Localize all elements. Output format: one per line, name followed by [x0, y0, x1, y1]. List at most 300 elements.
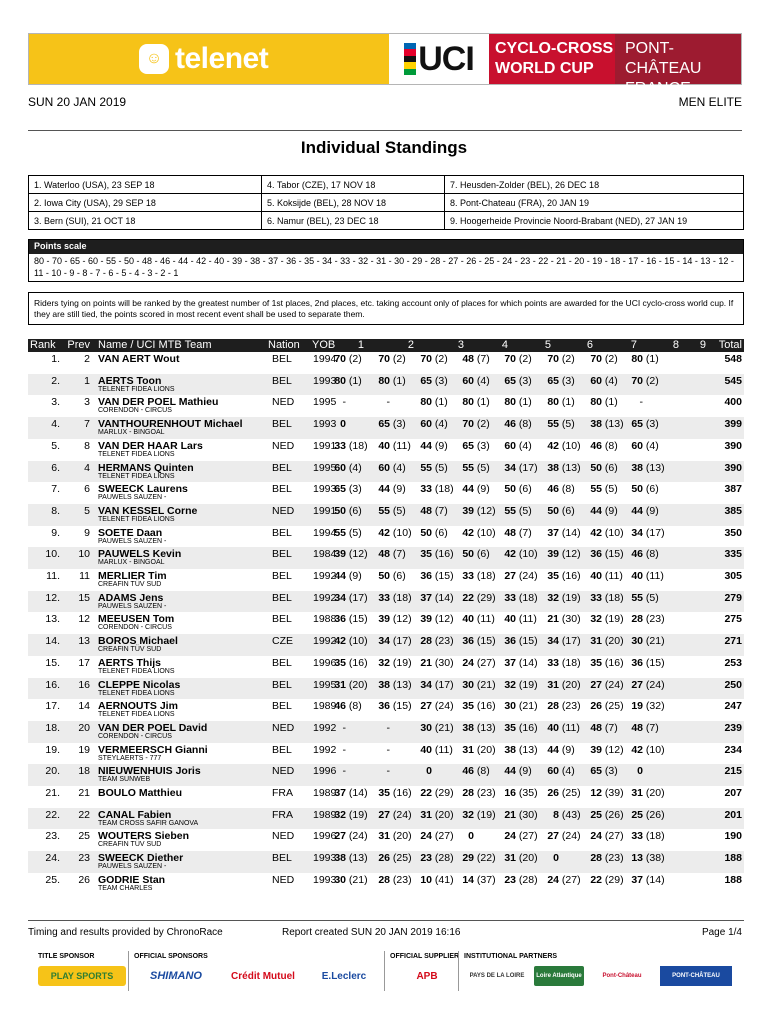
team-name: TELENET FIDEA LIONS — [98, 450, 175, 458]
event-points: 33 — [462, 570, 474, 582]
event-points: 21 — [420, 656, 432, 669]
event-place: (27) — [604, 830, 624, 843]
event-place: (20) — [645, 787, 665, 799]
rider-name: GODRIE Stan — [98, 873, 166, 886]
event-result — [334, 353, 378, 365]
event-result — [547, 548, 591, 560]
event-place: (12) — [476, 504, 496, 517]
event-place: (7) — [476, 353, 490, 365]
nation: BEL — [272, 353, 292, 365]
event-place: (5) — [604, 483, 618, 496]
event-points: - — [386, 743, 390, 756]
event-points: 60 — [462, 374, 474, 387]
event-result — [504, 613, 548, 625]
event-points: 80 — [462, 396, 474, 409]
event-result — [378, 635, 422, 647]
event-place: (8) — [645, 548, 659, 561]
event-place: (20) — [561, 678, 581, 691]
event-cell: 1. Waterloo (USA), 23 SEP 18 — [29, 176, 262, 194]
event-points: 34 — [378, 635, 390, 648]
event-result — [378, 505, 422, 517]
event-place: (12) — [561, 548, 581, 561]
rider-name: SWEECK Laurens — [98, 483, 188, 496]
nation: BEL — [272, 526, 292, 539]
year-of-birth: 1994 — [313, 353, 337, 365]
event-points: 0 — [468, 830, 474, 843]
event-points: 38 — [378, 678, 390, 691]
event-place: (10) — [476, 526, 496, 539]
event-points: - — [342, 743, 346, 756]
table-row — [28, 699, 744, 721]
event-result — [378, 679, 422, 691]
event-place: (16) — [434, 548, 454, 561]
rank: 8. — [51, 504, 60, 517]
event-place: (13) — [645, 461, 665, 474]
event-result — [462, 809, 506, 821]
event-points: 26 — [590, 700, 602, 713]
year-of-birth: 1995 — [313, 396, 337, 409]
loire-atlantique-logo: Loire Atlantique — [534, 966, 584, 986]
event-result — [420, 527, 464, 539]
event-result — [547, 809, 591, 821]
event-points: 48 — [504, 526, 516, 539]
event-result — [420, 375, 464, 387]
event-place: (25) — [561, 787, 581, 799]
year-of-birth: 1992 — [313, 743, 337, 756]
event-points: 37 — [504, 656, 516, 669]
event-points: 36 — [462, 635, 474, 648]
event-place: (18) — [604, 591, 624, 604]
event-result — [590, 418, 634, 430]
rank: 18. — [45, 721, 60, 734]
event-place: (20) — [348, 678, 368, 691]
event-points: 24 — [420, 830, 432, 843]
rider-name: VERMEERSCH Gianni — [98, 743, 208, 756]
event-points: 0 — [553, 852, 559, 865]
event-place: (5) — [392, 504, 406, 517]
year-of-birth: 1994 — [313, 526, 337, 539]
event-result — [462, 635, 506, 647]
event-place: (1) — [392, 374, 406, 387]
event-points: 40 — [420, 743, 432, 756]
previous-rank: 3 — [84, 396, 90, 409]
rider-name: MEEUSEN Tom — [98, 613, 175, 626]
event-result — [547, 592, 591, 604]
event-points: 33 — [504, 591, 516, 604]
event-place: (18) — [518, 591, 538, 604]
team-name: CORENDON - CIRCUS — [98, 624, 172, 632]
event-result — [462, 700, 506, 712]
event-place: (13) — [604, 418, 624, 431]
event-result — [420, 592, 464, 604]
event-place: (3) — [645, 418, 659, 431]
event-result — [631, 613, 675, 625]
event-place: (13) — [518, 743, 538, 756]
event-points: 38 — [590, 418, 602, 431]
event-result — [504, 679, 548, 691]
event-result — [378, 375, 422, 387]
event-result — [547, 418, 591, 430]
event-result — [334, 440, 378, 452]
event-place: (16) — [348, 656, 368, 669]
event-points: 60 — [547, 765, 559, 778]
event-points: 44 — [590, 504, 602, 517]
event-points: 28 — [462, 787, 474, 799]
event-place: (4) — [518, 439, 532, 452]
play-sports-logo: PLAY SPORTS — [38, 966, 126, 986]
event-result — [631, 375, 675, 387]
column-header: Prev — [67, 339, 90, 351]
event-points: 38 — [504, 743, 516, 756]
table-row — [28, 591, 744, 613]
series-name: CYCLO-CROSS WORLD CUP — [489, 34, 615, 84]
event-place: (2) — [476, 418, 490, 431]
event-result — [420, 787, 464, 799]
total-points: 215 — [724, 765, 742, 778]
event-points: 23 — [504, 873, 516, 886]
event-place: (4) — [392, 461, 406, 474]
event-place: (11) — [392, 439, 411, 452]
event-result — [590, 462, 634, 474]
event-points: 25 — [590, 808, 602, 821]
event-place: (23) — [434, 635, 454, 648]
event-result — [590, 679, 634, 691]
event-result — [547, 375, 591, 387]
event-result — [547, 744, 591, 756]
rank: 24. — [45, 852, 60, 865]
standings-header — [28, 339, 744, 352]
event-result — [334, 635, 378, 647]
official-supplier-label: OFFICIAL SUPPLIER — [390, 953, 460, 960]
event-place: (23) — [604, 852, 624, 865]
event-place: (6) — [392, 570, 406, 582]
event-result — [420, 505, 464, 517]
year-of-birth: 1996 — [313, 656, 337, 669]
event-result — [590, 592, 634, 604]
event-place: (14) — [645, 873, 665, 886]
event-place: (18) — [476, 570, 496, 582]
event-points: 36 — [334, 613, 346, 626]
total-points: 390 — [724, 439, 742, 452]
event-result — [334, 396, 378, 408]
event-place: (18) — [645, 830, 665, 843]
event-points: 30 — [334, 873, 346, 886]
year-of-birth: 1993 — [313, 374, 337, 387]
event-points: 21 — [547, 613, 559, 626]
event-points: 70 — [334, 353, 346, 365]
event-result — [547, 874, 591, 886]
event-result — [334, 505, 378, 517]
previous-rank: 8 — [84, 439, 90, 452]
event-result — [631, 440, 675, 452]
year-of-birth: 1989 — [313, 787, 337, 799]
event-points: 35 — [590, 656, 602, 669]
event-points: 24 — [547, 873, 559, 886]
nation: NED — [272, 396, 295, 409]
event-result — [378, 353, 422, 365]
total-points: 335 — [724, 548, 742, 561]
event-place: (24) — [434, 700, 454, 713]
event-result — [631, 353, 675, 365]
event-points: 55 — [334, 526, 346, 539]
event-place: (16) — [604, 656, 624, 669]
table-row — [28, 612, 744, 634]
nation: BEL — [272, 743, 292, 756]
event-place: (6) — [604, 461, 618, 474]
event-result — [420, 440, 464, 452]
event-place: (2) — [518, 353, 532, 365]
event-place: (1) — [561, 396, 575, 409]
previous-rank: 23 — [78, 852, 90, 865]
event-points: 24 — [504, 830, 516, 843]
event-place: (41) — [434, 873, 454, 886]
event-result — [334, 700, 378, 712]
pays-de-la-loire-logo: PAYS DE LA LOIRE — [469, 973, 525, 979]
event-place: (19) — [348, 808, 368, 821]
event-place: (7) — [518, 526, 532, 539]
event-points: 22 — [420, 787, 432, 799]
event-result — [462, 657, 506, 669]
column-header: 5 — [544, 339, 551, 351]
event-result — [334, 787, 378, 799]
column-header: 8 — [672, 339, 679, 351]
event-result — [420, 874, 464, 886]
event-place: (7) — [392, 548, 406, 561]
event-place: (8) — [604, 439, 618, 452]
event-place: (16) — [476, 700, 496, 713]
column-header: 4 — [501, 339, 508, 351]
event-place: (10) — [348, 635, 368, 648]
rank: 16. — [45, 678, 60, 691]
total-points: 387 — [724, 483, 742, 496]
event-points: 36 — [378, 700, 390, 713]
nation: BEL — [272, 700, 292, 713]
previous-rank: 17 — [78, 656, 90, 669]
event-result — [420, 657, 464, 669]
event-result — [504, 657, 548, 669]
column-header: 2 — [407, 339, 414, 351]
event-points: 80 — [420, 396, 432, 409]
event-result — [504, 418, 548, 430]
event-points: 8 — [553, 808, 559, 821]
event-result — [462, 592, 506, 604]
event-points: 60 — [334, 461, 346, 474]
event-points: 27 — [590, 678, 602, 691]
shimano-logo: SHIMANO — [150, 970, 202, 982]
event-points: 35 — [504, 721, 516, 734]
event-place: (19) — [476, 808, 496, 821]
total-points: 350 — [724, 526, 742, 539]
event-points: 13 — [631, 852, 643, 865]
event-place: (12) — [434, 613, 454, 626]
table-row — [28, 417, 744, 439]
event-place: (11) — [645, 570, 664, 582]
event-result — [462, 396, 506, 408]
total-points: 201 — [724, 808, 742, 821]
event-place: (4) — [645, 439, 659, 452]
points-scale-values: 80 - 70 - 65 - 60 - 55 - 50 - 48 - 46 - 44 - 42 - 40 - 39 - 38 - 37 - 36 - 35 - 34 - 33 - 32 - 31 - 30 - 29 - 28 - 27 - 26 - 25 - 24 - 23 - 22 - 21 - 20 - 19 - 18 - 17 - 16 - 15 - 14 - 13 - 12 - 11 - 10 - 9 - 8 - 7 - 6 - 5 - 4 - 3 - 2 - 1 — [34, 256, 734, 278]
rank: 19. — [45, 743, 60, 756]
uci-logo: UCI — [389, 34, 489, 84]
event-result — [462, 613, 506, 625]
event-result — [420, 765, 464, 777]
event-place: (24) — [392, 808, 412, 821]
event-points: 12 — [590, 787, 602, 799]
event-place: (9) — [476, 483, 490, 496]
event-place: (21) — [518, 700, 538, 713]
event-points: 60 — [590, 374, 602, 387]
event-result — [631, 787, 675, 799]
event-cell: 9. Hoogerheide Provincie Noord-Brabant (NED), 27 JAN 19 — [445, 212, 744, 230]
event-result — [420, 679, 464, 691]
team-name: TELENET FIDEA LIONS — [98, 385, 175, 393]
event-result — [504, 765, 548, 777]
event-result — [334, 809, 378, 821]
event-points: 34 — [631, 526, 643, 539]
nation: BEL — [272, 591, 292, 604]
event-result — [420, 418, 464, 430]
event-place: (9) — [604, 504, 618, 517]
event-result — [378, 700, 422, 712]
team-name: TEAM CROSS SAFIR GANOVA — [98, 819, 199, 827]
team-name: TEAM SUNWEB — [98, 776, 151, 784]
event-result — [631, 635, 675, 647]
event-points: 60 — [631, 439, 643, 452]
event-points: 46 — [547, 483, 559, 496]
column-header: 1 — [357, 339, 364, 351]
nation: BEL — [272, 613, 292, 626]
event-result — [590, 548, 634, 560]
event-points: 80 — [334, 374, 346, 387]
event-points: 40 — [590, 570, 602, 582]
events-row — [29, 176, 744, 194]
points-scale-label: Points scale — [29, 240, 743, 254]
event-result — [462, 765, 506, 777]
nation: NED — [272, 504, 295, 517]
event-result — [504, 700, 548, 712]
team-name: TELENET FIDEA LIONS — [98, 472, 175, 480]
event-points: - — [342, 721, 346, 734]
rank: 21. — [45, 787, 60, 799]
team-name: STEYLAERTS - 777 — [98, 754, 162, 762]
event-place: (32) — [645, 700, 665, 713]
event-place: (6) — [348, 504, 362, 517]
apb-logo: APB — [416, 970, 438, 982]
previous-rank: 14 — [78, 700, 90, 713]
event-place: (28) — [434, 852, 454, 865]
event-points: 31 — [378, 830, 390, 843]
event-points: 24 — [462, 656, 474, 669]
event-points: 31 — [504, 852, 516, 865]
event-points: 39 — [590, 743, 602, 756]
nation: BEL — [272, 461, 292, 474]
event-place: (6) — [561, 504, 575, 517]
rider-name: WOUTERS Sieben — [98, 830, 190, 843]
race-category: MEN ELITE — [678, 95, 742, 109]
event-points: 34 — [547, 635, 559, 648]
event-points: 0 — [426, 765, 432, 778]
event-points: 14 — [462, 873, 474, 886]
event-place: (3) — [561, 374, 575, 387]
telenet-smiley-icon: ☺ — [139, 44, 169, 74]
event-cell: 2. Iowa City (USA), 29 SEP 18 — [29, 194, 262, 212]
event-result — [462, 830, 506, 842]
event-points: - — [342, 396, 346, 409]
event-result — [504, 462, 548, 474]
event-points: 40 — [462, 613, 474, 626]
event-points: 55 — [504, 504, 516, 517]
rank: 23. — [45, 830, 60, 843]
event-result — [378, 809, 422, 821]
event-place: (11) — [518, 613, 537, 626]
event-place: (17) — [392, 635, 412, 648]
telenet-logo — [29, 34, 389, 84]
event-place: (15) — [518, 635, 538, 648]
event-result — [547, 657, 591, 669]
event-result — [547, 505, 591, 517]
event-result — [504, 353, 548, 365]
event-result — [547, 483, 591, 495]
rider-name: VAN DER POEL Mathieu — [98, 396, 219, 409]
event-points: 31 — [420, 808, 432, 821]
event-place: (24) — [348, 830, 368, 843]
event-place: (8) — [476, 765, 490, 778]
total-points: 239 — [724, 721, 742, 734]
telenet-wordmark: telenet — [175, 42, 269, 75]
rider-name: SWEECK Diether — [98, 852, 184, 865]
event-result — [334, 744, 378, 756]
event-points: 70 — [631, 374, 643, 387]
event-points: 50 — [420, 526, 432, 539]
column-header: 3 — [457, 339, 464, 351]
nation: BEL — [272, 483, 292, 496]
event-place: (15) — [434, 570, 454, 582]
event-place: (12) — [348, 548, 368, 561]
rider-name: ADAMS Jens — [98, 591, 164, 604]
event-place: (13) — [392, 678, 412, 691]
event-points: 48 — [378, 548, 390, 561]
event-points: 46 — [631, 548, 643, 561]
event-cell: 7. Heusden-Zolder (BEL), 26 DEC 18 — [445, 176, 744, 194]
event-result — [631, 462, 675, 474]
event-result — [590, 722, 634, 734]
column-header: Rank — [30, 339, 56, 351]
rider-name: BOROS Michael — [98, 635, 178, 648]
event-place: (5) — [476, 461, 490, 474]
nation: CZE — [272, 635, 293, 648]
event-place: (2) — [604, 353, 618, 365]
event-points: 44 — [504, 765, 516, 778]
event-result — [334, 657, 378, 669]
rank: 14. — [45, 635, 60, 648]
year-of-birth: 1995 — [313, 461, 337, 474]
rider-name: AERTS Thijs — [98, 656, 162, 669]
divider — [458, 951, 459, 991]
event-points: 40 — [547, 721, 559, 734]
team-name: CREAFIN TÜV SUD — [98, 841, 162, 849]
event-points: 50 — [631, 483, 643, 496]
event-points: 65 — [462, 439, 474, 452]
event-place: (16) — [392, 787, 412, 799]
table-row — [28, 743, 744, 765]
event-points: 44 — [378, 483, 390, 496]
event-points: 30 — [631, 635, 643, 648]
nation: BEL — [272, 570, 292, 582]
event-result — [334, 830, 378, 842]
table-row — [28, 721, 744, 743]
team-name: PAUWELS SAUZEN - — [98, 602, 167, 610]
table-row — [28, 786, 744, 808]
